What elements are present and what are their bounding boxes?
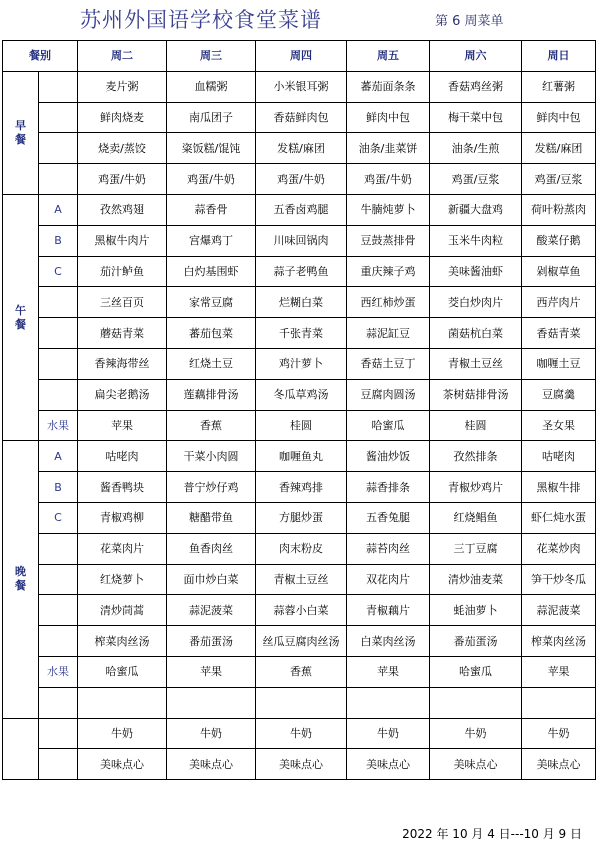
dish-cell: 牛腩炖萝卜	[347, 194, 430, 225]
dish-cell: 烧卖/蒸饺	[78, 133, 167, 164]
dish-cell: 圣女果	[522, 410, 596, 441]
dish-cell: 苹果	[78, 410, 167, 441]
course-tag	[39, 318, 78, 349]
header-day: 周日	[522, 41, 596, 72]
header-row	[3, 41, 596, 72]
dish-cell: 鸡蛋/牛奶	[167, 164, 256, 195]
dish-cell: 牛奶	[522, 718, 596, 749]
dish-cell: 玉米牛肉粒	[430, 225, 522, 256]
dish-cell: 千张青菜	[256, 318, 347, 349]
dish-cell: 豆腐肉圆汤	[347, 379, 430, 410]
dish-cell: 香蕉	[167, 410, 256, 441]
dish-cell: 笋干炒冬瓜	[522, 564, 596, 595]
dish-cell: 黑椒牛排	[522, 472, 596, 503]
dish-cell: 青椒藕片	[347, 595, 430, 626]
dish-cell: 油条/生煎	[430, 133, 522, 164]
course-tag: 水果	[39, 656, 78, 687]
dish-cell: 五香卤鸡腿	[256, 194, 347, 225]
dish-cell: 莲藕排骨汤	[167, 379, 256, 410]
course-tag: 水果	[39, 410, 78, 441]
dish-cell: 油条/韭菜饼	[347, 133, 430, 164]
dish-cell: 蒜泥菠菜	[167, 595, 256, 626]
dish-cell: 鲜肉烧麦	[78, 102, 167, 133]
dish-cell: 南瓜团子	[167, 102, 256, 133]
dish-cell: 香辣鸡排	[256, 472, 347, 503]
dish-cell: 榨菜肉丝汤	[78, 626, 167, 657]
dish-cell: 榨菜肉丝汤	[522, 626, 596, 657]
dish-cell: 三丁豆腐	[430, 533, 522, 564]
dish-cell: 苹果	[347, 656, 430, 687]
lunch-row	[3, 194, 596, 225]
dish-cell: 蚝油萝卜	[430, 595, 522, 626]
dish-cell	[522, 687, 596, 718]
dish-cell: 香菇鸡丝粥	[430, 71, 522, 102]
breakfast-row	[3, 164, 596, 195]
dish-cell: 方腿炒蛋	[256, 502, 347, 533]
dish-cell: 酱香鸭块	[78, 472, 167, 503]
lunch-row	[3, 348, 596, 379]
header-day: 周五	[347, 41, 430, 72]
course-tag	[39, 164, 78, 195]
dish-cell: 蒜苔肉丝	[347, 533, 430, 564]
dish-cell: 烂糊白菜	[256, 287, 347, 318]
dish-cell: 鸡蛋/牛奶	[256, 164, 347, 195]
lunch-label	[3, 194, 39, 440]
dish-cell: 新疆大盘鸡	[430, 194, 522, 225]
course-tag	[39, 533, 78, 564]
dish-cell: 荷叶粉蒸肉	[522, 194, 596, 225]
course-tag	[39, 287, 78, 318]
dish-cell: 美味点心	[430, 749, 522, 780]
dish-cell: 小米银耳粥	[256, 71, 347, 102]
dish-cell: 蒜香排条	[347, 472, 430, 503]
dish-cell	[430, 687, 522, 718]
dish-cell: 豆鼓蒸排骨	[347, 225, 430, 256]
lunch-row	[3, 256, 596, 287]
dish-cell: 牛奶	[347, 718, 430, 749]
dish-cell: 宫爆鸡丁	[167, 225, 256, 256]
header-meal-type: 餐别	[3, 41, 78, 72]
course-tag: C	[39, 256, 78, 287]
course-tag: A	[39, 441, 78, 472]
dish-cell: 青椒鸡柳	[78, 502, 167, 533]
dish-cell: 苹果	[522, 656, 596, 687]
dish-cell: 血糯粥	[167, 71, 256, 102]
dish-cell: 冬瓜草鸡汤	[256, 379, 347, 410]
dish-cell: 桂圆	[430, 410, 522, 441]
meal-label-char: 早	[15, 118, 26, 132]
dish-cell: 糖醋带鱼	[167, 502, 256, 533]
course-tag	[39, 133, 78, 164]
dish-cell: 茶树菇排骨汤	[430, 379, 522, 410]
dinner-row	[3, 656, 596, 687]
dish-cell: 苹果	[167, 656, 256, 687]
dish-cell: 清炒油麦菜	[430, 564, 522, 595]
dish-cell: 鸡蛋/豆浆	[522, 164, 596, 195]
dinner-row	[3, 626, 596, 657]
lunch-row	[3, 225, 596, 256]
dish-cell: 香菇青菜	[522, 318, 596, 349]
course-tag	[39, 595, 78, 626]
dish-cell: 鲜肉中包	[347, 102, 430, 133]
meal-label-char: 午	[15, 303, 26, 317]
dish-cell: 鸡蛋/豆浆	[430, 164, 522, 195]
dish-cell: 哈蜜瓜	[347, 410, 430, 441]
dish-cell: 哈蜜瓜	[430, 656, 522, 687]
dish-cell: 扁尖老鹅汤	[78, 379, 167, 410]
dinner-row	[3, 564, 596, 595]
dish-cell: 菌菇杭白菜	[430, 318, 522, 349]
lunch-row	[3, 410, 596, 441]
course-tag	[39, 626, 78, 657]
dish-cell: 美味点心	[78, 749, 167, 780]
dinner-row	[3, 687, 596, 718]
dish-cell	[256, 687, 347, 718]
dish-cell: 重庆辣子鸡	[347, 256, 430, 287]
dinner-row	[3, 502, 596, 533]
date-range: 2022 年 10 月 4 日---10 月 9 日	[402, 827, 582, 841]
dish-cell: 蕃茄包菜	[167, 318, 256, 349]
dish-cell: 梅干菜中包	[430, 102, 522, 133]
course-tag	[39, 348, 78, 379]
dish-cell: 西红柿炒蛋	[347, 287, 430, 318]
meal-label-char: 晚	[15, 565, 26, 579]
course-tag	[39, 749, 78, 780]
dinner-row	[3, 472, 596, 503]
dinner-row	[3, 533, 596, 564]
title-bar	[0, 0, 596, 40]
dish-cell: 孜然鸡翅	[78, 194, 167, 225]
dish-cell: 茄汁鲈鱼	[78, 256, 167, 287]
dish-cell: 三丝百页	[78, 287, 167, 318]
dish-cell: 蒜蓉小白菜	[256, 595, 347, 626]
dish-cell: 西芹肉片	[522, 287, 596, 318]
dish-cell: 粢饭糕/馄饨	[167, 133, 256, 164]
dish-cell: 牛奶	[167, 718, 256, 749]
dish-cell: 青椒土豆丝	[430, 348, 522, 379]
dish-cell: 红烧土豆	[167, 348, 256, 379]
dish-cell: 酸菜仔鹅	[522, 225, 596, 256]
dish-cell: 酱油炒饭	[347, 441, 430, 472]
dish-cell: 五香兔腿	[347, 502, 430, 533]
dish-cell: 香辣海带丝	[78, 348, 167, 379]
dish-cell: 咕咾肉	[78, 441, 167, 472]
meal-label-char: 餐	[15, 317, 26, 331]
dish-cell: 番茄蛋汤	[167, 626, 256, 657]
course-tag: A	[39, 194, 78, 225]
page-title: 苏州外国语学校食堂菜谱	[80, 8, 322, 32]
dish-cell: 蒜泥菠菜	[522, 595, 596, 626]
breakfast-label	[3, 71, 39, 194]
dish-cell: 咕咾肉	[522, 441, 596, 472]
dish-cell: 清炒茼蒿	[78, 595, 167, 626]
header-day: 周三	[167, 41, 256, 72]
dish-cell: 番茄蛋汤	[430, 626, 522, 657]
course-tag: B	[39, 472, 78, 503]
menu-table	[2, 40, 596, 780]
course-tag	[39, 564, 78, 595]
dish-cell: 蘑菇青菜	[78, 318, 167, 349]
dish-cell: 蒜泥缸豆	[347, 318, 430, 349]
dish-cell: 面巾炒白菜	[167, 564, 256, 595]
dish-cell: 香蕉	[256, 656, 347, 687]
dish-cell: 孜然排条	[430, 441, 522, 472]
course-tag	[39, 71, 78, 102]
dinner-row	[3, 595, 596, 626]
dish-cell: 蒜子老鸭鱼	[256, 256, 347, 287]
dish-cell: 双花肉片	[347, 564, 430, 595]
dish-cell: 花菜炒肉	[522, 533, 596, 564]
dish-cell: 剁椒草鱼	[522, 256, 596, 287]
snack-label	[3, 718, 39, 780]
dish-cell: 麦片粥	[78, 71, 167, 102]
dish-cell: 发糕/麻团	[522, 133, 596, 164]
dish-cell: 牛奶	[256, 718, 347, 749]
dish-cell: 黑椒牛肉片	[78, 225, 167, 256]
dish-cell: 干菜小肉圆	[167, 441, 256, 472]
dish-cell: 发糕/麻团	[256, 133, 347, 164]
dish-cell: 青椒炒鸡片	[430, 472, 522, 503]
snack-row	[3, 749, 596, 780]
dish-cell: 牛奶	[430, 718, 522, 749]
dish-cell: 蒜香骨	[167, 194, 256, 225]
dish-cell: 家常豆腐	[167, 287, 256, 318]
lunch-row	[3, 287, 596, 318]
dish-cell: 白灼基围虾	[167, 256, 256, 287]
dish-cell: 青椒土豆丝	[256, 564, 347, 595]
course-tag	[39, 379, 78, 410]
course-tag	[39, 687, 78, 718]
dish-cell: 普宁炒仔鸡	[167, 472, 256, 503]
dish-cell: 川味回锅肉	[256, 225, 347, 256]
dish-cell: 红烧萝卜	[78, 564, 167, 595]
dish-cell: 蕃茄面条条	[347, 71, 430, 102]
week-label: 第 6 周菜单	[435, 14, 504, 29]
meal-label-char: 餐	[15, 579, 26, 593]
course-tag	[39, 718, 78, 749]
dish-cell: 美味点心	[347, 749, 430, 780]
dish-cell: 美味点心	[256, 749, 347, 780]
dinner-label	[3, 441, 39, 718]
dish-cell: 茭白炒肉片	[430, 287, 522, 318]
header-day: 周二	[78, 41, 167, 72]
dish-cell: 美味点心	[167, 749, 256, 780]
dish-cell: 香菇鲜肉包	[256, 102, 347, 133]
dish-cell: 豆腐羹	[522, 379, 596, 410]
dish-cell: 鸡汁萝卜	[256, 348, 347, 379]
lunch-row	[3, 318, 596, 349]
dish-cell: 鸡蛋/牛奶	[78, 164, 167, 195]
course-tag: B	[39, 225, 78, 256]
dish-cell: 红薯粥	[522, 71, 596, 102]
dinner-row	[3, 441, 596, 472]
dish-cell: 肉末粉皮	[256, 533, 347, 564]
dish-cell: 鲜肉中包	[522, 102, 596, 133]
dish-cell: 丝瓜豆腐肉丝汤	[256, 626, 347, 657]
dish-cell: 美味点心	[522, 749, 596, 780]
dish-cell: 白菜肉丝汤	[347, 626, 430, 657]
dish-cell: 哈蜜瓜	[78, 656, 167, 687]
breakfast-row	[3, 102, 596, 133]
meal-label-char: 餐	[15, 132, 26, 146]
dish-cell: 红烧鲳鱼	[430, 502, 522, 533]
dish-cell	[167, 687, 256, 718]
dish-cell	[78, 687, 167, 718]
dish-cell: 虾仁炖水蛋	[522, 502, 596, 533]
header-day: 周四	[256, 41, 347, 72]
course-tag	[39, 102, 78, 133]
dish-cell: 桂圆	[256, 410, 347, 441]
snack-row	[3, 718, 596, 749]
dish-cell: 美味酱油虾	[430, 256, 522, 287]
dish-cell	[347, 687, 430, 718]
dish-cell: 鱼香肉丝	[167, 533, 256, 564]
lunch-row	[3, 379, 596, 410]
dish-cell: 咖喱土豆	[522, 348, 596, 379]
dish-cell: 牛奶	[78, 718, 167, 749]
breakfast-row	[3, 71, 596, 102]
course-tag: C	[39, 502, 78, 533]
dish-cell: 香菇土豆丁	[347, 348, 430, 379]
breakfast-row	[3, 133, 596, 164]
header-day: 周六	[430, 41, 522, 72]
dish-cell: 咖喱鱼丸	[256, 441, 347, 472]
dish-cell: 花菜肉片	[78, 533, 167, 564]
dish-cell: 鸡蛋/牛奶	[347, 164, 430, 195]
